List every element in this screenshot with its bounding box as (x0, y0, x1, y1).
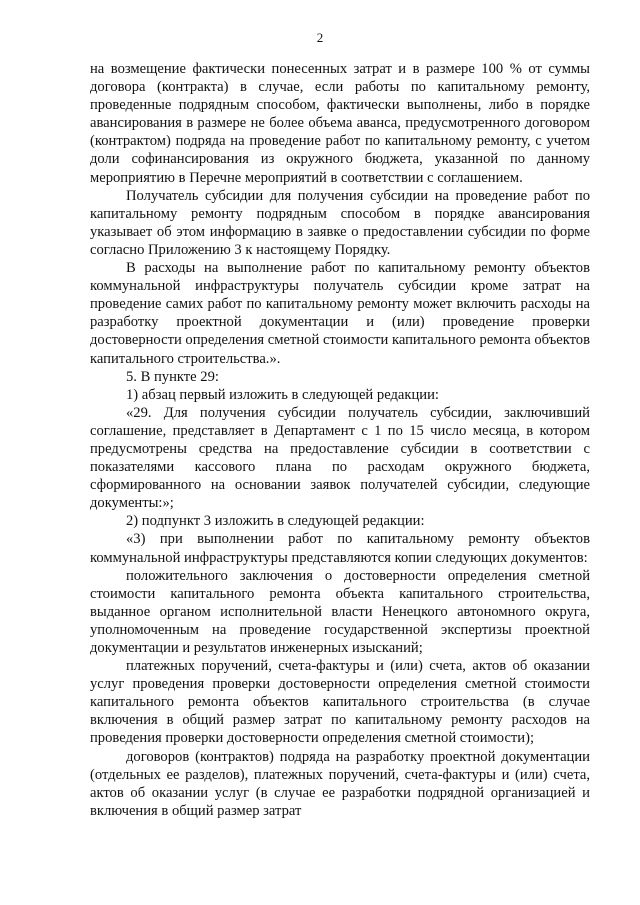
paragraph: положительного заключения о достоверности определения сметной стоимости капитального ремонта объекта капитального строительства, выданное органом исполнительной власти Ненецкого автономного округа, уполномоченным на проведение государственной экспертизы проектной документации и результатов инженерных изысканий; (90, 567, 590, 656)
paragraph: на возмещение фактически понесенных затрат и в размере 100 % от суммы договора (контракта) в случае, если работы по капитальному ремонту, проведенные подрядным способом, фактически выполнены, либо в порядке авансирования в размере не более объема аванса, предусмотренного договором (контрактом) подряда на проведение работ по капитальному ремонту, с учетом доли софинансирования из окружного бюджета, указанной по данному мероприятию в Перечне мероприятий в соответствии с соглашением. (90, 61, 590, 186)
document-body (90, 60, 590, 820)
paragraph: В расходы на выполнение работ по капитальному ремонту объектов коммунальной инфраструктуры получатель субсидии кроме затрат на проведение самих работ по капитальному ремонту может включить расходы на разработку проектной документации и (или) проведение проверки достоверности определения сметной стоимости капитального ремонта объектов капитального строительства.». (90, 260, 590, 367)
paragraph: 1) абзац первый изложить в следующей редакции: (126, 386, 439, 403)
paragraph: 5. В пункте 29: (126, 368, 219, 385)
paragraph: платежных поручений, счета-фактуры и (или) счета, актов об оказании услуг проведения проверки достоверности определения сметной стоимости капитального ремонта объектов капитального строительства (в случае включения в общий размер затрат по капитальному ремонту расходов на проведения проверки достоверности определения сметной стоимости); (90, 658, 590, 747)
paragraph: Получатель субсидии для получения субсидии на проведение работ по капитальному ремонту подрядным способом в порядке авансирования указывает об этом информацию в заявке о предоставлении субсидии по форме согласно Приложению 3 к настоящему Порядку. (90, 187, 590, 258)
paragraph: 2) подпункт 3 изложить в следующей редакции: (126, 513, 425, 530)
page-number: 2 (316, 30, 324, 45)
paragraph: «29. Для получения субсидии получатель субсидии, заключивший соглашение, представляет в Департамент с 1 по 15 число месяца, в котором предусмотрены средства на предоставление субсидии в соответствии с показателями кассового плана по расходам окружного бюджета, сформированного на основании заявок получателей субсидии, следующие документы:»; (90, 404, 590, 512)
paragraph: договоров (контрактов) подряда на разработку проектной документации (отдельных ее разделов), платежных поручений, счета-фактуры и (или) счета, актов об оказании услуг (в случае ее разработки подрядной организацией и включения в общий размер затрат (90, 748, 590, 819)
paragraph: «3) при выполнении работ по капитальному ремонту объектов коммунальной инфраструктуры представляются копии следующих документов: (90, 531, 590, 566)
